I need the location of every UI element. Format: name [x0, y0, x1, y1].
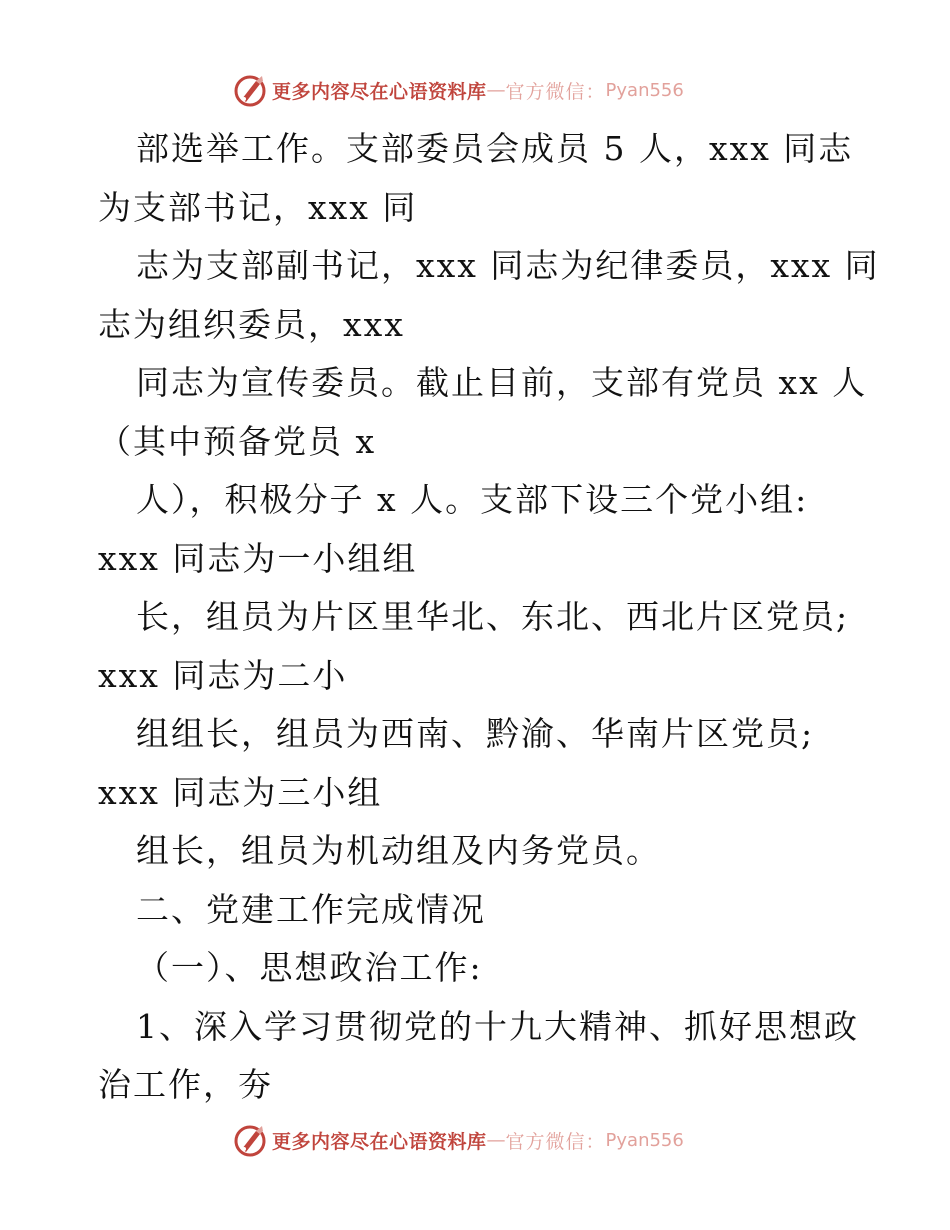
watermark-dash: —: [486, 79, 506, 101]
document-body: [98, 120, 880, 1115]
watermark-wechat-id: Pyan556: [605, 79, 684, 101]
section-heading: 二、党建工作完成情况: [136, 889, 486, 929]
text-line: xxx 同志为三小组: [98, 772, 383, 812]
watermark-main-text: 更多内容尽在心语资料库: [272, 1130, 487, 1153]
pen-quill-logo-icon: [232, 72, 268, 108]
footer-watermark: [232, 1122, 684, 1158]
watermark-wechat-id: Pyan556: [605, 1129, 684, 1151]
text-line: xxx 同志为一小组组: [98, 538, 418, 578]
watermark-dash: —: [486, 1129, 506, 1151]
pen-quill-logo-icon: [232, 1122, 268, 1158]
header-watermark: [232, 72, 684, 108]
text-line: 组长，组员为机动组及内务党员。: [136, 831, 661, 870]
subsection-heading: （一）、思想政治工作:: [136, 948, 483, 987]
text-line: xxx 同志为二小: [98, 655, 348, 695]
text-line: 1、深入学习贯彻党的十九大精神、抓好思想政: [136, 1006, 859, 1046]
text-line: 部选举工作。支部委员会成员 5 人，xxx 同志: [136, 129, 854, 168]
text-line: （其中预备党员 x: [98, 421, 377, 461]
text-line: 组组长，组员为西南、黔渝、华南片区党员;: [136, 714, 815, 753]
watermark-sub-text: 官方微信：: [505, 1130, 606, 1153]
text-line: 长，组员为片区里华北、东北、西北片区党员;: [136, 597, 850, 636]
text-line: 人），积极分子 x 人。支部下设三个党小组:: [136, 480, 809, 519]
watermark-main-text: 更多内容尽在心语资料库: [272, 80, 487, 103]
text-line: 治工作，夯: [98, 1065, 273, 1104]
text-line: 同志为宣传委员。截止目前，支部有党员 xx 人: [136, 363, 868, 402]
watermark-sub-text: 官方微信：: [505, 80, 606, 103]
text-line: 志为支部副书记，xxx 同志为纪律委员，xxx 同: [136, 246, 880, 285]
text-line: 为支部书记，xxx 同: [98, 187, 418, 227]
text-line: 志为组织委员，xxx: [98, 304, 405, 344]
